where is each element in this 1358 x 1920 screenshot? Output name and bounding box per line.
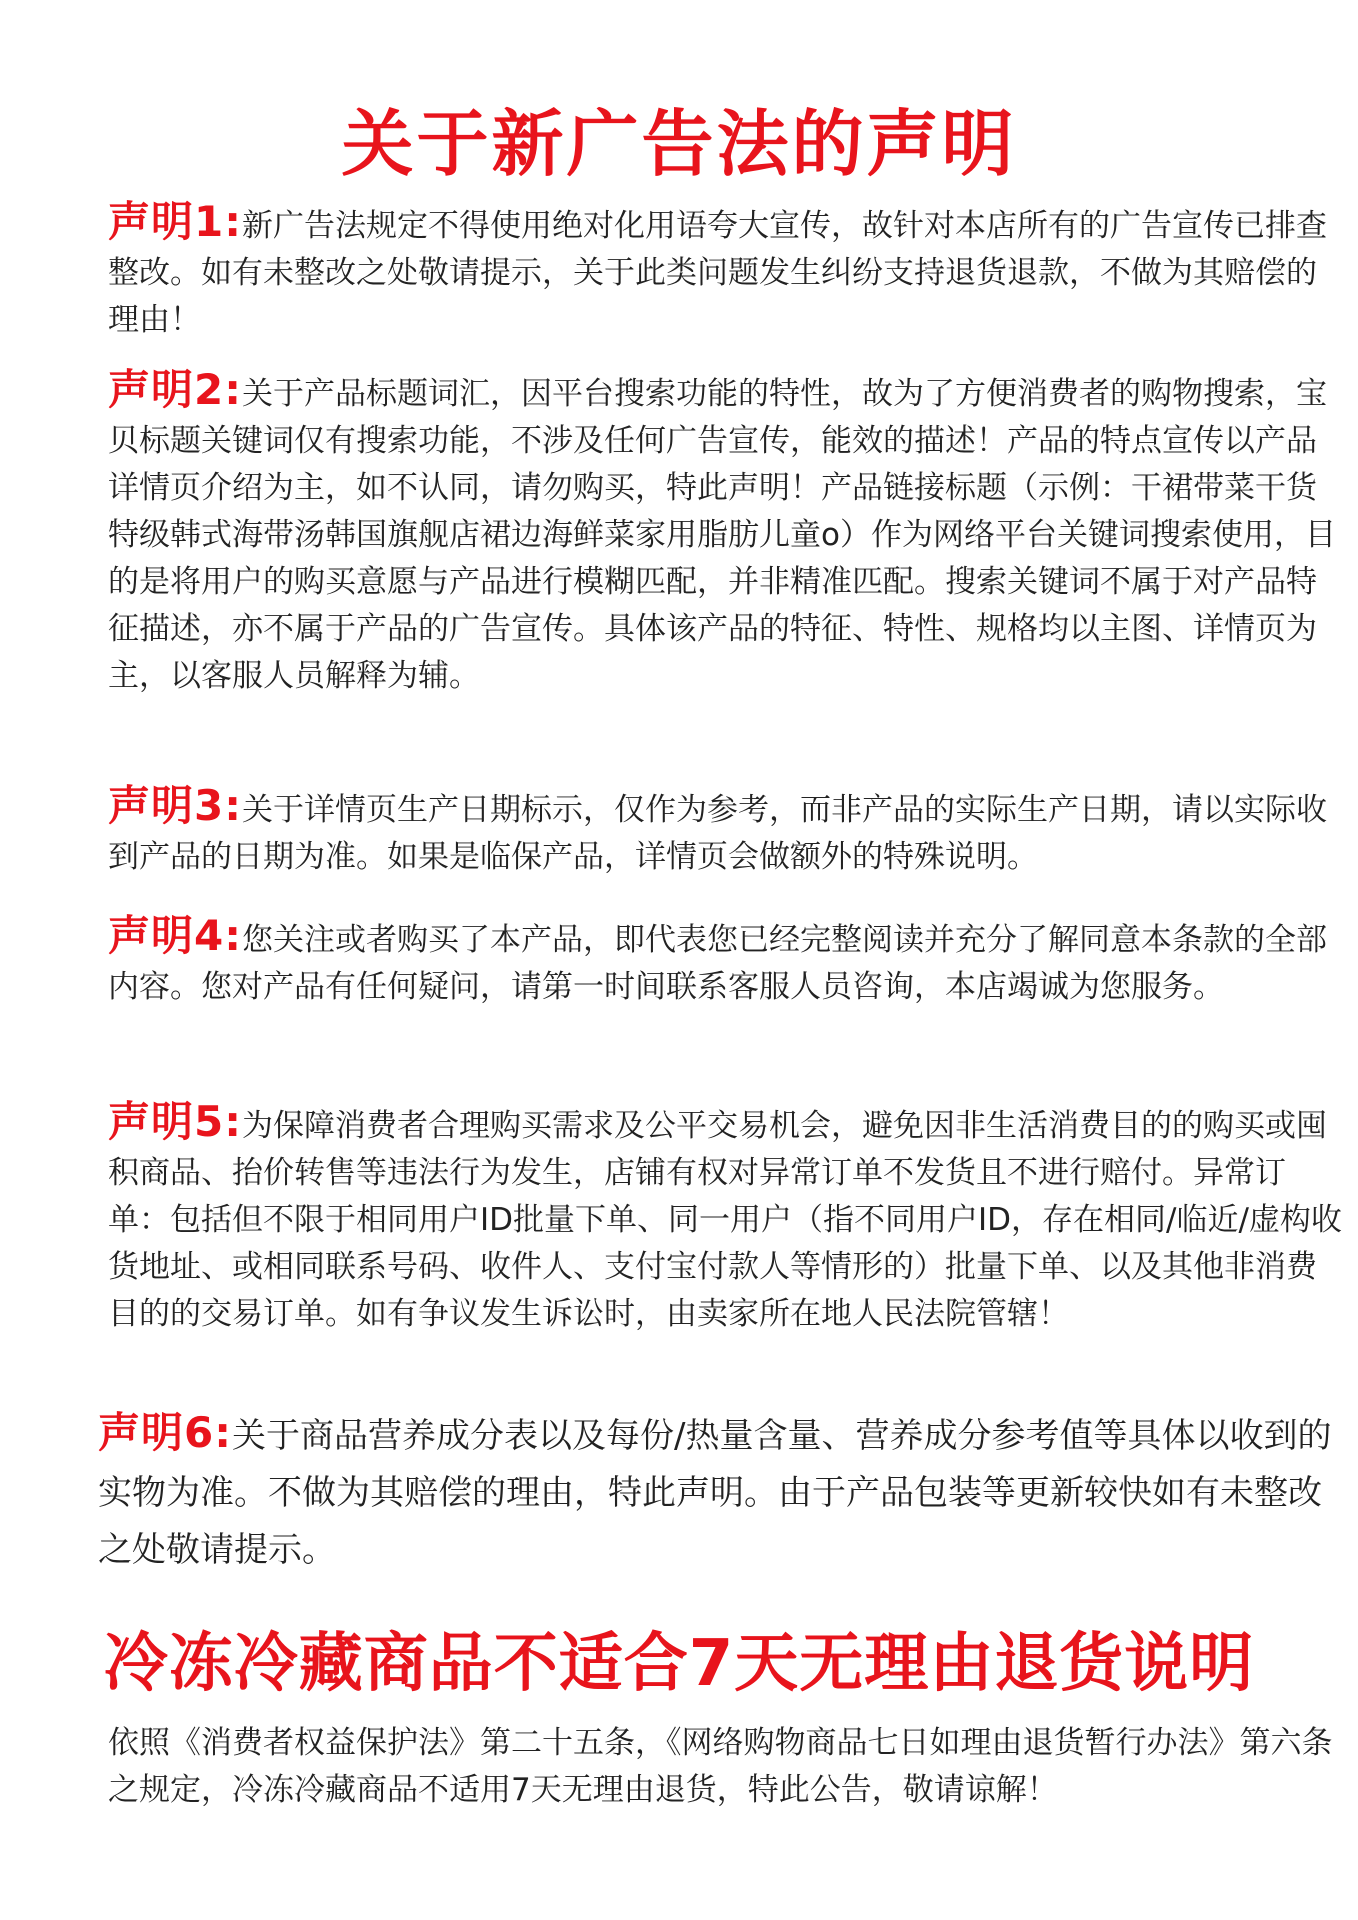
statement-text: 关于详情页生产日期标示，仅作为参考，而非产品的实际生产日期，请以实际收到产品的日期为准。如果是临保产品，详情页会做额外的特殊说明。 bbox=[108, 792, 1328, 875]
statement-3 bbox=[108, 782, 1343, 881]
statement-text: 您关注或者购买了本产品，即代表您已经完整阅读并充分了解同意本条款的全部内容。您对产品有任何疑问，请第一时间联系客服人员咨询，本店竭诚为您服务。 bbox=[108, 922, 1328, 1005]
frozen-notice-title: 冷冻冷藏商品不适合7天无理由退货说明 bbox=[103, 1627, 1255, 1701]
statement-text: 为保障消费者合理购买需求及公平交易机会，避免因非生活消费目的的购买或囤积商品、抬价转售等违法行为发生，店铺有权对异常订单不发货且不进行赔付。异常订单：包括但不限于相同用户ID批量下单、同一用户（指不同用户ID，存在相同/临近/虚构收货地址、或相同联系号码、收件人、支付宝付款人等情形的）批量下单、以及其他非消费目的的交易订单。如有争议发生诉讼时，由卖家所在地人民法院管辖！ bbox=[108, 1108, 1342, 1332]
statement-4 bbox=[108, 912, 1343, 1011]
statement-label: 声明2: bbox=[108, 365, 243, 414]
frozen-notice-text: 依照《消费者权益保护法》第二十五条，《网络购物商品七日如理由退货暂行办法》第六条之规定，冷冻冷藏商品不适用7天无理由退货，特此公告，敬请谅解！ bbox=[108, 1725, 1333, 1808]
statement-label: 声明6: bbox=[98, 1408, 233, 1457]
statement-label: 声明5: bbox=[108, 1097, 243, 1146]
statement-5 bbox=[108, 1098, 1343, 1338]
statement-2 bbox=[108, 366, 1343, 700]
statement-text: 新广告法规定不得使用绝对化用语夸大宣传，故针对本店所有的广告宣传已排查整改。如有未整改之处敬请提示，关于此类问题发生纠纷支持退货退款，不做为其赔偿的理由！ bbox=[108, 208, 1328, 338]
statement-6 bbox=[98, 1404, 1343, 1579]
statement-label: 声明3: bbox=[108, 781, 243, 830]
statement-label: 声明4: bbox=[108, 911, 243, 960]
statement-label: 声明1: bbox=[108, 197, 243, 246]
page-title: 关于新广告法的声明 bbox=[341, 102, 1017, 186]
statement-text: 关于产品标题词汇，因平台搜索功能的特性，故为了方便消费者的购物搜索，宝贝标题关键词仅有搜索功能，不涉及任何广告宣传，能效的描述！产品的特点宣传以产品详情页介绍为主，如不认同，请勿购买，特此声明！产品链接标题（示例：干裙带菜干货特级韩式海带汤韩国旗舰店裙边海鲜菜家用脂肪儿童o）作为网络平台关键词搜索使用，目的是将用户的购买意愿与产品进行模糊匹配，并非精准匹配。搜索关键词不属于对产品特征描述，亦不属于产品的广告宣传。具体该产品的特征、特性、规格均以主图、详情页为主，以客服人员解释为辅。 bbox=[108, 376, 1336, 694]
statement-text: 关于商品营养成分表以及每份/热量含量、营养成分参考值等具体以收到的实物为准。不做为其赔偿的理由，特此声明。由于产品包装等更新较快如有未整改之处敬请提示。 bbox=[98, 1416, 1332, 1570]
statement-1 bbox=[108, 198, 1343, 344]
